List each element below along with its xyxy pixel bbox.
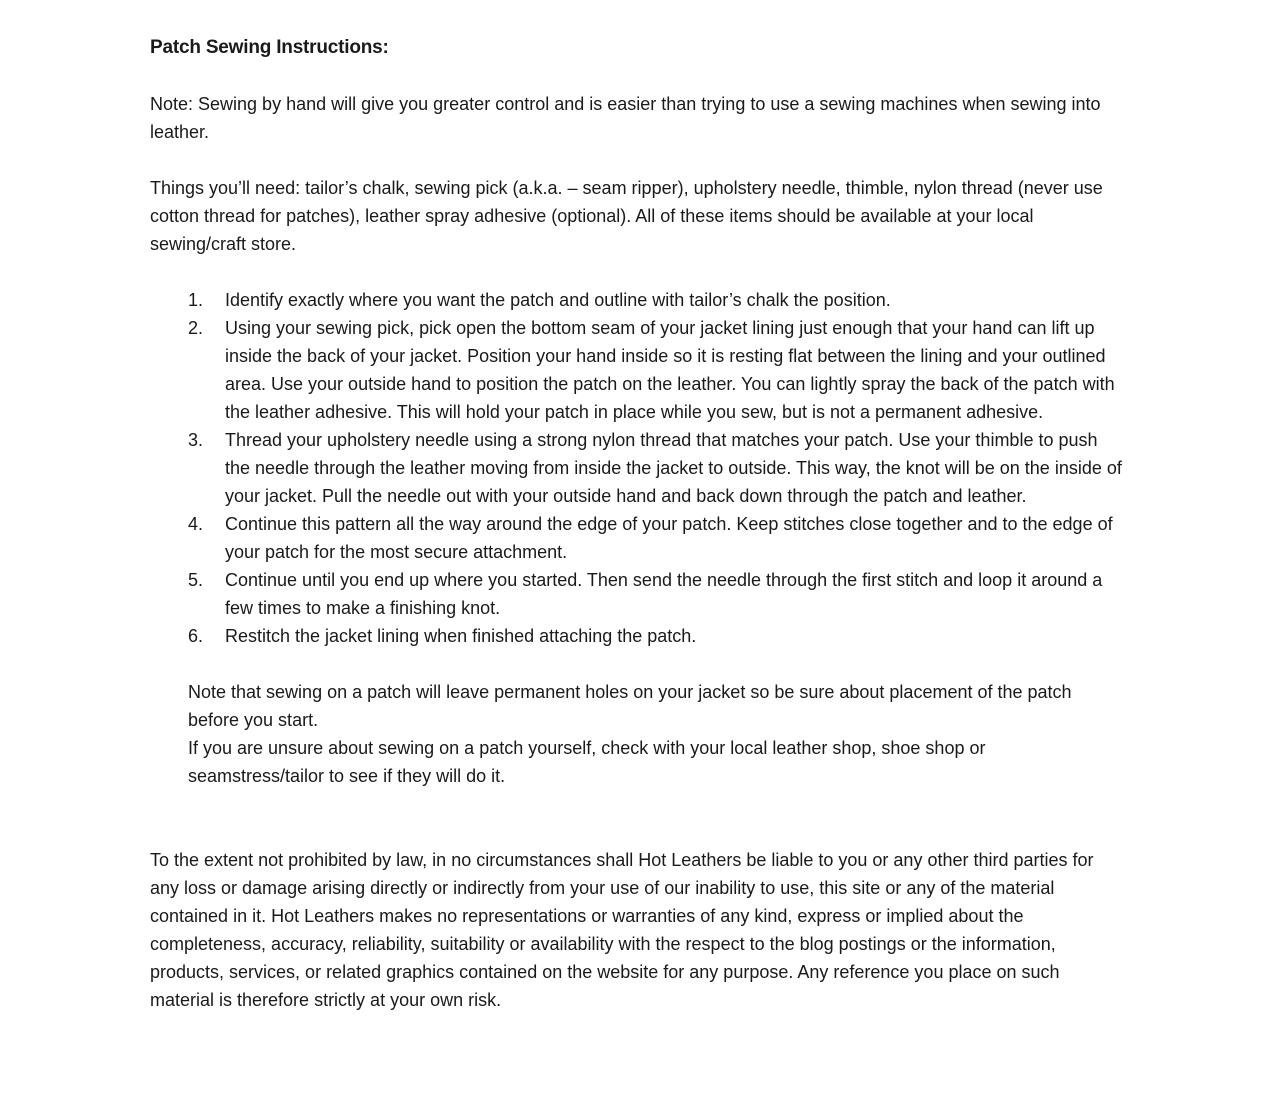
page-title: Patch Sewing Instructions: xyxy=(150,37,389,58)
step-item: Identify exactly where you want the patch and outline with tailor’s chalk the position. xyxy=(225,290,891,310)
supplies-paragraph: Things you’ll need: tailor’s chalk, sewing pick (a.k.a. – seam ripper), upholstery needle, thimble, nylon thread (never use cotton thread for patches), leather spray adhesive (optional). All of these items should be available at your local sewing/craft store. xyxy=(150,178,1103,254)
note-paragraph: If you are unsure about sewing on a patch yourself, check with your local leather shop, shoe shop or seamstress/tailor to see if they will do it. xyxy=(188,738,986,786)
step-item: Restitch the jacket lining when finished attaching the patch. xyxy=(225,626,697,646)
disclaimer-paragraph: To the extent not prohibited by law, in no circumstances shall Hot Leathers be liable to you or any other third parties for any loss or damage arising directly or indirectly from your use of our inability to use, this site or any of the material contained in it. Hot Leathers makes no representations or warranties of any kind, express or implied about the completeness, accuracy, reliability, suitability or availability with the respect to the blog postings or the information, products, services, or related graphics contained on the website for any purpose. Any reference you place on such material is therefore strictly at your own risk. xyxy=(150,850,1094,1010)
note-paragraph: Note that sewing on a patch will leave permanent holes on your jacket so be sure about placement of the patch before you start. xyxy=(188,682,1072,730)
step-item: Using your sewing pick, pick open the bottom seam of your jacket lining just enough that your hand can lift up inside the back of your jacket. Position your hand inside so it is resting flat between the lining and your outlined area. Use your outside hand to position the patch on the leather. You can lightly spray the back of the patch with the leather adhesive. This will hold your patch in place while you sew, but is not a permanent adhesive. xyxy=(225,318,1115,422)
step-item: Continue this pattern all the way around the edge of your patch. Keep stitches close together and to the edge of your patch for the most secure attachment. xyxy=(225,514,1113,562)
step-item: Continue until you end up where you started. Then send the needle through the first stitch and loop it around a few times to make a finishing knot. xyxy=(225,570,1103,618)
step-item: Thread your upholstery needle using a strong nylon thread that matches your patch. Use your thimble to push the needle through the leather moving from inside the jacket to outside. This way, the knot will be on the inside of your jacket. Pull the needle out with your outside hand and back down through the patch and leather. xyxy=(225,430,1122,506)
instruction-steps-list xyxy=(150,286,1125,650)
placement-notes xyxy=(188,678,1125,790)
intro-note-paragraph: Note: Sewing by hand will give you greater control and is easier than trying to use a sewing machines when sewing into leather. xyxy=(150,94,1101,142)
